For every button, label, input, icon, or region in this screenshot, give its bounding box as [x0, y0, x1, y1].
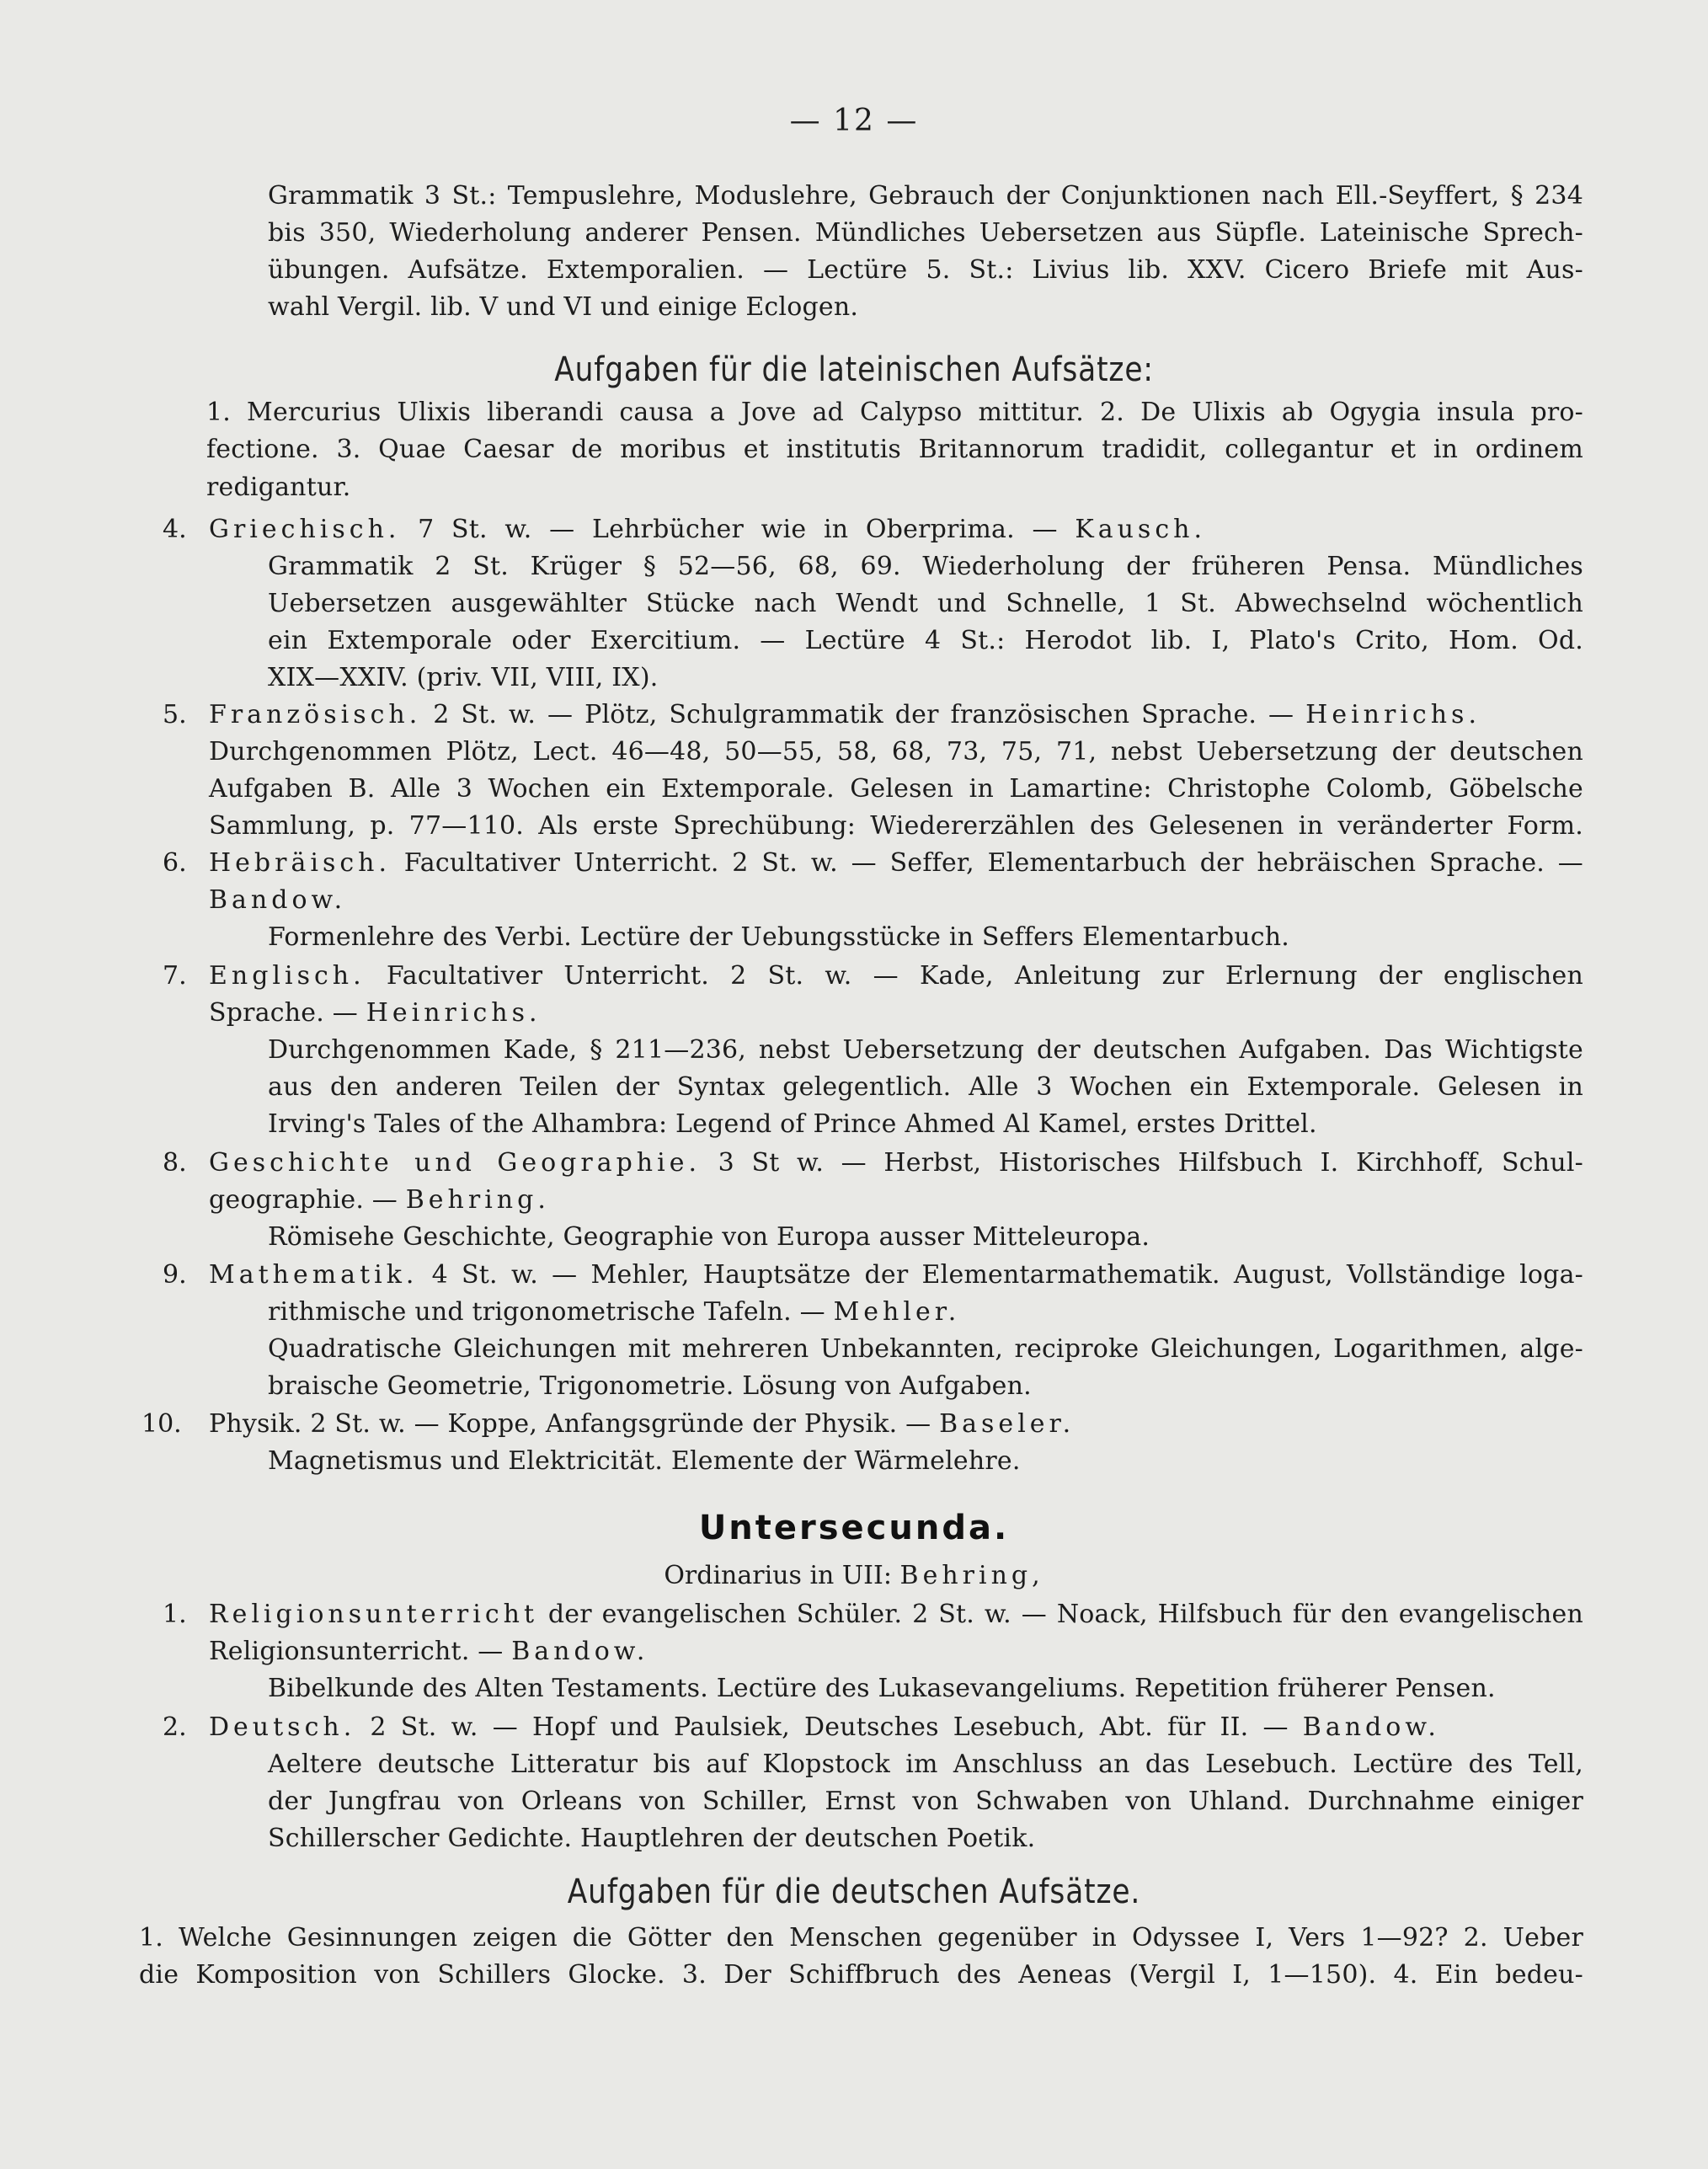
item-number: 9. — [163, 1260, 187, 1290]
subject-name: Englisch. — [209, 961, 366, 991]
subject-name: Physik. — [209, 1409, 302, 1439]
teacher-name: Heinrichs. — [1305, 700, 1481, 729]
teacher-name: Behring. — [405, 1185, 550, 1215]
text-line: wahl Vergil. lib. V und VI und einige Eclogen. — [268, 292, 859, 322]
teacher-name: Heinrichs. — [366, 998, 542, 1028]
text-line: Aeltere deutsche Litteratur bis auf Klopstock im Anschluss an das Lesebuch. Lectüre des Tell, — [268, 1750, 1583, 1779]
section-title-untersecunda: Untersecunda. — [698, 1509, 1010, 1547]
teacher-name: Baseler. — [939, 1409, 1076, 1439]
subject-name: Geschichte und Geographie. — [209, 1148, 701, 1178]
subject-line-geschichte — [209, 1147, 1583, 1179]
subject-rest: 2 St. w. — Plötz, Schulgrammatik der französischen Sprache. — — [433, 700, 1294, 729]
text-line: bis 350, Wiederholung anderer Pensen. Mündliches Uebersetzen aus Süpfle. Lateinische Sprech- — [268, 218, 1583, 248]
subject-rest: 2 St. w. — Hopf und Paulsiek, Deutsches Lesebuch, Abt. für II. — — [370, 1712, 1289, 1742]
teacher-name: Bandow. — [209, 885, 347, 915]
section-heading-deutsche-aufgaben: Aufgaben für die deutschen Aufsätze. — [567, 1872, 1141, 1911]
subject-rest: 3 St w. — Herbst, Historisches Hilfsbuch I. Kirchhoff, Schul- — [718, 1148, 1583, 1178]
page-number: — 12 — — [789, 104, 919, 138]
item-number: 8. — [163, 1148, 187, 1178]
item-number: 1. — [163, 1600, 187, 1629]
item-number: 6. — [163, 848, 187, 878]
item-number: 10. — [141, 1409, 182, 1439]
text-line: Durchgenommen Kade, § 211—236, nebst Uebersetzung der deutschen Aufgaben. Das Wichtigste — [268, 1035, 1583, 1065]
teacher-name: Mehler. — [833, 1297, 961, 1327]
line-text: Sprache. — — [209, 998, 358, 1028]
text-line: Irving's Tales of the Alhambra: Legend of Prince Ahmed Al Kamel, erstes Drittel. — [268, 1109, 1317, 1139]
item-number: 5. — [163, 700, 187, 729]
subject-line-mathematik — [209, 1259, 1583, 1291]
line-text: rithmische und trigonometrische Tafeln. — — [268, 1297, 825, 1327]
subject-line-englisch-2 — [209, 997, 542, 1029]
text-line: übungen. Aufsätze. Extemporalien. — Lectüre 5. St.: Livius lib. XXV. Cicero Briefe mit Aus- — [268, 255, 1583, 285]
subject-line-deutsch — [209, 1712, 1440, 1744]
subject-rest: der evangelischen Schüler. 2 St. w. — Noack, Hilfsbuch für den evangelischen — [547, 1600, 1583, 1629]
text-line: fectione. 3. Quae Caesar de moribus et institutis Britannorum tradidit, collegantur et in ordinem — [206, 435, 1583, 464]
section-heading-latin-aufgaben: Aufgaben für die lateinischen Aufsätze: — [554, 350, 1154, 389]
subject-line-religion-2 — [209, 1636, 649, 1668]
teacher-name: Bandow. — [1302, 1712, 1440, 1742]
subject-name: Religionsunterricht — [209, 1600, 539, 1629]
subject-name: Mathematik. — [209, 1260, 419, 1290]
subject-rest: 2 St. w. — Koppe, Anfangsgründe der Physik. — — [310, 1409, 931, 1439]
text-line: Uebersetzen ausgewählter Stücke nach Wendt und Schnelle, 1 St. Abwechselnd wöchentlich — [268, 589, 1583, 618]
teacher-name: Bandow. — [511, 1637, 649, 1666]
text-line: redigantur. — [206, 473, 351, 502]
text-line: Bibelkunde des Alten Testaments. Lectüre des Lukasevangeliums. Repetition früherer Pensen. — [268, 1674, 1496, 1703]
text-line: braische Geometrie, Trigonometrie. Lösung von Aufgaben. — [268, 1371, 1032, 1401]
subject-rest: Facultativer Unterricht. 2 St. w. — Kade, Anleitung zur Erlernung der englischen — [386, 961, 1583, 991]
item-number: 2. — [163, 1712, 187, 1742]
text-line: Sammlung, p. 77—110. Als erste Sprechübung: Wiedererzählen des Gelesenen in veränderter Form. — [209, 811, 1583, 841]
line-text: Religionsunterricht. — — [209, 1637, 504, 1666]
subject-name: Deutsch. — [209, 1712, 356, 1742]
ordinarius-name: Behring, — [899, 1561, 1044, 1590]
text-line: aus den anderen Teilen der Syntax gelegentlich. Alle 3 Wochen ein Extemporale. Gelesen in — [268, 1072, 1583, 1102]
subject-line-physik — [209, 1408, 1075, 1440]
text-line: Schillerscher Gedichte. Hauptlehren der deutschen Poetik. — [268, 1824, 1036, 1853]
text-line: Quadratische Gleichungen mit mehreren Unbekannten, reciproke Gleichungen, Logarithmen, alge- — [268, 1334, 1583, 1364]
text-line: XIX—XXIV. (priv. VII, VIII, IX). — [268, 663, 659, 692]
subject-line-englisch — [209, 960, 1583, 992]
subject-name: Französisch. — [209, 700, 422, 729]
text-line: ein Extemporale oder Exercitium. — Lectüre 4 St.: Herodot lib. I, Plato's Crito, Hom. Od. — [268, 626, 1583, 655]
subject-rest: 4 St. w. — Mehler, Hauptsätze der Elementarmathematik. August, Vollständige loga- — [431, 1260, 1583, 1290]
subject-name: Griechisch. — [209, 515, 401, 544]
text-line: Magnetismus und Elektricität. Elemente der Wärmelehre. — [268, 1446, 1021, 1476]
text-line: 1. Mercurius Ulixis liberandi causa a Jove ad Calypso mittitur. 2. De Ulixis ab Ogygia insula pro- — [206, 398, 1583, 427]
subject-name: Hebräisch. — [209, 848, 391, 878]
subject-line-hebraeisch — [209, 847, 1583, 879]
text-line: Durchgenommen Plötz, Lect. 46—48, 50—55, 58, 68, 73, 75, 71, nebst Uebersetzung der deutschen — [209, 737, 1583, 767]
subject-line-mathematik-2 — [268, 1296, 960, 1328]
text-line: Formenlehre des Verbi. Lectüre der Uebungsstücke in Seffers Elementarbuch. — [268, 922, 1290, 952]
ordinarius-line — [0, 1560, 1708, 1592]
text-line: Grammatik 2 St. Krüger § 52—56, 68, 69. Wiederholung der früheren Pensa. Mündliches — [268, 552, 1583, 581]
text-line: Aufgaben B. Alle 3 Wochen ein Extemporale. Gelesen in Lamartine: Christophe Colomb, Göbelsche — [209, 774, 1583, 804]
subject-line-geschichte-2 — [209, 1184, 550, 1216]
text-line: Römisehe Geschichte, Geographie von Europa ausser Mitteleuropa. — [268, 1222, 1150, 1252]
subject-line-griechisch — [209, 514, 1206, 546]
subject-line-religion — [209, 1599, 1583, 1631]
subject-rest: 7 St. w. — Lehrbücher wie in Oberprima. — — [418, 515, 1058, 544]
text-line: 1. Welche Gesinnungen zeigen die Götter den Menschen gegenüber in Odyssee I, Vers 1—92? 2. Ueber — [139, 1923, 1583, 1953]
line-text: geographie. — — [209, 1185, 398, 1215]
teacher-name: Kausch. — [1075, 515, 1206, 544]
text-line: Grammatik 3 St.: Tempuslehre, Moduslehre, Gebrauch der Conjunktionen nach Ell.-Seyffert, § 234 — [268, 181, 1583, 211]
subject-rest: Facultativer Unterricht. 2 St. w. — Seffer, Elementarbuch der hebräischen Sprache. — — [403, 848, 1583, 878]
text-line: der Jungfrau von Orleans von Schiller, Ernst von Schwaben von Uhland. Durchnahme einiger — [268, 1787, 1583, 1816]
text-line: die Komposition von Schillers Glocke. 3. Der Schiffbruch des Aeneas (Vergil I, 1—150). 4. Ein bedeu- — [139, 1960, 1583, 1990]
item-number: 7. — [163, 961, 187, 991]
subject-line-franzoesisch — [209, 699, 1481, 731]
ordinarius-label: Ordinarius in UII: — [664, 1561, 892, 1590]
item-number: 4. — [163, 515, 187, 544]
